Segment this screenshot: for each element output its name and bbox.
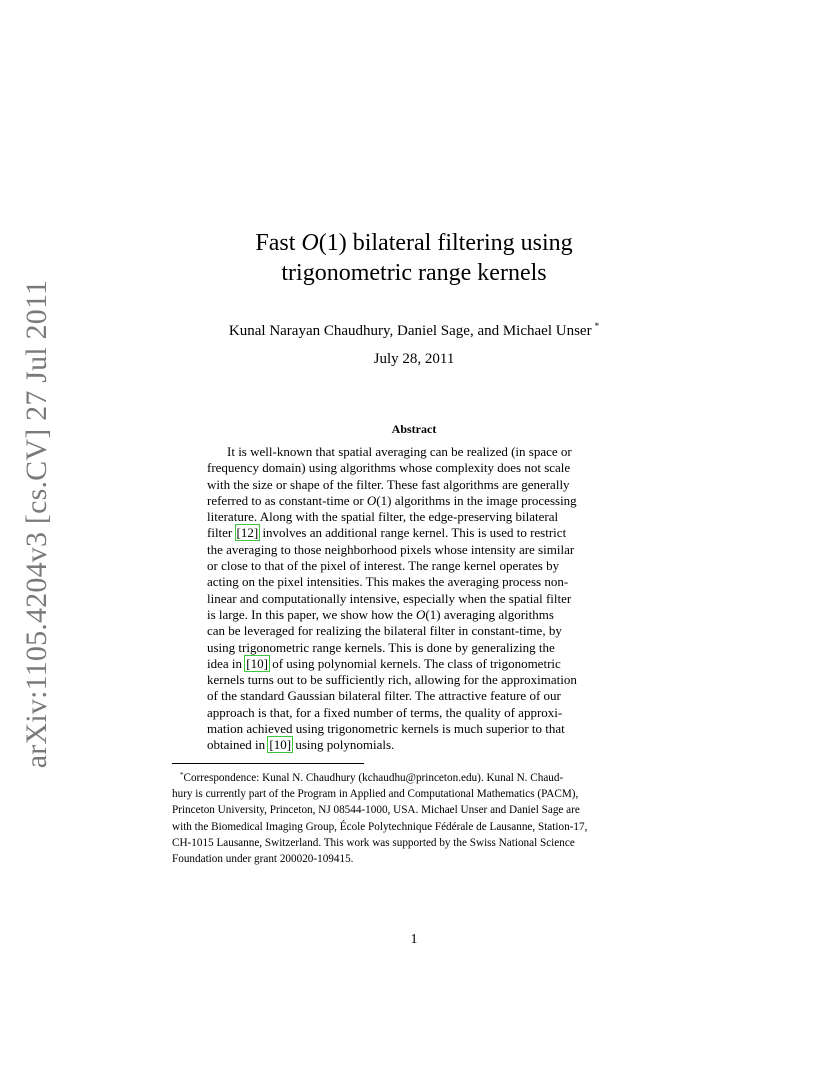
abstract-line: literature. Along with the spatial filter, the edge-preserving bilateral <box>207 509 559 525</box>
abstract-line: of the standard Gaussian bilateral filter. The attractive feature of our <box>207 688 561 704</box>
footnote-line: Princeton University, Princeton, NJ 08544-1000, USA. Michael Unser and Daniel Sage are <box>172 804 580 817</box>
abstract-text: averaging algorithms <box>440 606 554 622</box>
math-O: O <box>366 492 377 508</box>
abstract-line: or close to that of the pixel of interest. The range kernel operates by <box>207 558 560 574</box>
abstract-text: involves an additional range kernel. This is used to restrict <box>259 525 567 541</box>
title-line-1 <box>150 228 678 258</box>
footnote-line: CH-1015 Lausanne, Switzerland. This work was supported by the Swiss National Science <box>172 836 575 849</box>
abstract-text: obtained in <box>207 737 269 753</box>
arxiv-side-stamp <box>18 279 56 769</box>
abstract-line: can be leveraged for realizing the bilateral filter in constant-time, by <box>207 623 562 639</box>
math-paren: (1) <box>376 492 392 508</box>
abstract-text: filter <box>207 525 236 541</box>
abstract-text: algorithms in the image processing <box>391 492 577 508</box>
abstract-text: is large. In this paper, we show how the <box>207 606 417 622</box>
abstract-line: It is well-known that spatial averaging can be realized (in space or <box>227 444 572 459</box>
abstract-line: linear and computationally intensive, especially when the spatial filter <box>207 590 572 606</box>
abstract-text: referred to as constant-time or <box>207 492 367 508</box>
author-list <box>150 316 678 341</box>
abstract-line: approach is that, for a fixed number of terms, the quality of approxi- <box>207 704 563 720</box>
citation-link-10[interactable]: [10] <box>246 655 268 671</box>
abstract-line <box>207 525 619 541</box>
abstract-line: using trigonometric range kernels. This is done by generalizing the <box>207 639 555 655</box>
authors-text: Kunal Narayan Chaudhury, Daniel Sage, and Michael Unser <box>228 323 592 339</box>
publication-date: July 28, 2011 <box>373 351 455 367</box>
abstract-body <box>207 444 619 754</box>
abstract-text: of using polynomial kernels. The class of trigonometric <box>268 655 561 671</box>
citation-link-12[interactable]: [12] <box>236 525 259 541</box>
footnote-line <box>172 767 656 786</box>
footnote <box>172 767 656 867</box>
abstract-line <box>207 607 619 623</box>
arxiv-identifier: arXiv:1105.4204v3 [cs.CV] 27 Jul 2011 <box>20 279 54 769</box>
math-paren: (1) <box>425 606 441 622</box>
footnote-line: with the Biomedical Imaging Group, École Polytechnique Fédérale de Lausanne, Station-17, <box>172 820 588 833</box>
abstract-line: kernels turns out to be sufficiently rich, allowing for the approximation <box>207 672 577 688</box>
math-O: O <box>416 606 426 622</box>
abstract-line <box>207 493 619 509</box>
abstract-line <box>207 737 619 753</box>
footnote-line: Foundation under grant 200020-109415. <box>172 853 354 866</box>
paper-title <box>150 228 678 288</box>
footnote-marker: * <box>180 771 184 779</box>
footnote-marker: * <box>594 321 600 331</box>
footnote-line: hury is currently part of the Program in Applied and Computational Mathematics (PACM), <box>172 788 579 801</box>
abstract-line: mation achieved using trigonometric kernels is much superior to that <box>207 721 565 737</box>
title-text: Fast <box>255 230 302 256</box>
abstract-text: idea in <box>207 655 246 671</box>
abstract-heading: Abstract <box>391 422 437 436</box>
footnote-text: Correspondence: Kunal N. Chaudhury (kchaudhu@princeton.edu). Kunal N. Chaud- <box>183 772 564 784</box>
citation-link-10[interactable]: [10] <box>269 737 292 753</box>
abstract-line <box>207 656 619 672</box>
title-text-rest: bilateral filtering using <box>346 230 573 256</box>
title-math-O: O <box>301 230 319 256</box>
abstract-line: acting on the pixel intensities. This makes the averaging process non- <box>207 574 569 590</box>
footnote-divider <box>172 763 364 764</box>
abstract-text: using polynomials. <box>292 737 395 753</box>
title-line-2: trigonometric range kernels <box>281 260 547 286</box>
page-number: 1 <box>410 932 418 947</box>
abstract-line: frequency domain) using algorithms whose complexity does not scale <box>207 460 571 476</box>
abstract-line: the averaging to those neighborhood pixels whose intensity are similar <box>207 541 575 557</box>
title-math-paren: (1) <box>318 230 347 256</box>
abstract-line: with the size or shape of the filter. These fast algorithms are generally <box>207 476 570 492</box>
